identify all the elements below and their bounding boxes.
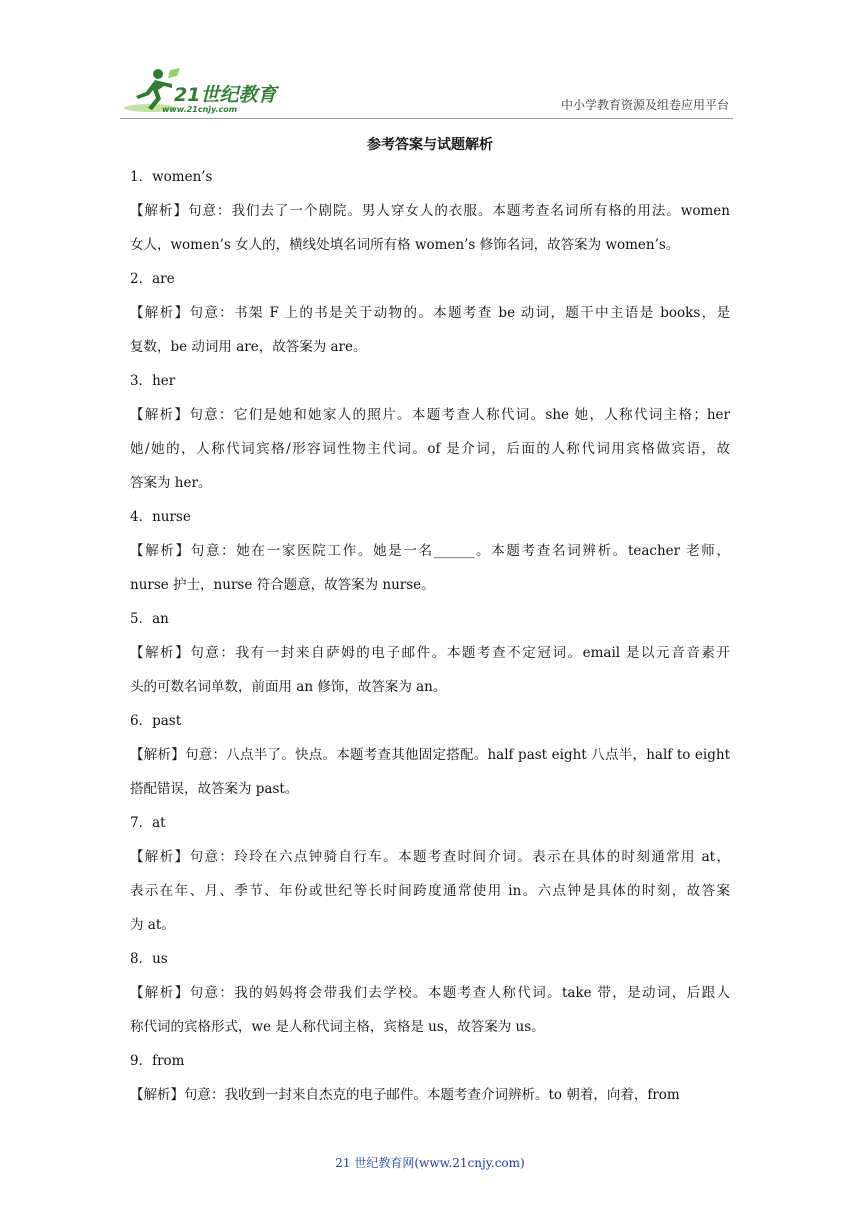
logo-text: 21世纪教育 xyxy=(174,84,277,106)
answer-number: 4．nurse xyxy=(130,509,191,525)
explanation-line: 【解析】句意：我有一封来自萨姆的电子邮件。本题考查不定冠词。email 是以元音音素开 xyxy=(130,645,730,661)
explanation-line: 为 at。 xyxy=(130,917,175,933)
explanation-line: 答案为 her。 xyxy=(130,475,212,491)
platform-name: 中小学教育资源及组卷应用平台 xyxy=(560,98,729,112)
explanation-line: 她/她的，人称代词宾格/形容词性物主代词。of 是介词，后面的人称代词用宾格做宾语，故 xyxy=(130,441,730,457)
page-title: 参考答案与试题解析 xyxy=(367,137,493,153)
explanation-line: 【解析】句意：它们是她和她家人的照片。本题考查人称代词。she 她，人称代词主格；her xyxy=(130,407,730,423)
header-divider xyxy=(120,118,733,119)
logo-url: www.21cnjy.com xyxy=(162,105,238,114)
explanation-line: 称代词的宾格形式，we 是人称代词主格，宾格是 us，故答案为 us。 xyxy=(130,1019,545,1035)
answer-number: 9．from xyxy=(130,1053,185,1069)
answer-number: 6．past xyxy=(130,713,182,729)
explanation-line: 【解析】句意：书架 F 上的书是关于动物的。本题考查 be 动词，题干中主语是 books，是 xyxy=(130,305,730,321)
explanation-line: 表示在年、月、季节、年份或世纪等长时间跨度通常使用 in。六点钟是具体的时刻，故答案 xyxy=(130,883,730,899)
answer-number: 5．an xyxy=(130,611,169,627)
explanation-line: 女人，women’s 女人的，横线处填名词所有格 women’s 修饰名词，故答案为 women’s。 xyxy=(130,237,680,253)
explanation-line: 【解析】句意：我的妈妈将会带我们去学校。本题考查人称代词。take 带，是动词，后跟人 xyxy=(130,985,730,1001)
logo xyxy=(122,66,292,118)
answer-number: 2．are xyxy=(130,271,175,287)
answer-list xyxy=(130,160,730,1112)
answer-number: 3．her xyxy=(130,373,176,389)
explanation-line: 【解析】句意：玲玲在六点钟骑自行车。本题考查时间介词。表示在具体的时刻通常用 at， xyxy=(130,849,730,865)
answer-number: 1．women’s xyxy=(130,169,213,185)
explanation-line: 【解析】句意：她在一家医院工作。她是一名______。本题考查名词辨析。teacher 老师， xyxy=(130,543,730,559)
footer-text: 21 世纪教育网(www.21cnjy.com) xyxy=(335,1156,525,1170)
explanation-line: 【解析】句意：我收到一封来自杰克的电子邮件。本题考查介词辨析。to 朝着，向着，from xyxy=(130,1087,680,1103)
explanation-line: 【解析】句意：八点半了。快点。本题考查其他固定搭配。half past eight 八点半，half to eight xyxy=(130,747,730,763)
explanation-line: nurse 护士，nurse 符合题意，故答案为 nurse。 xyxy=(130,577,435,593)
answer-number: 8．us xyxy=(130,951,168,967)
answer-number: 7．at xyxy=(130,815,166,831)
explanation-line: 【解析】句意：我们去了一个剧院。男人穿女人的衣服。本题考查名词所有格的用法。women xyxy=(130,203,730,219)
explanation-line: 复数，be 动词用 are，故答案为 are。 xyxy=(130,339,367,355)
explanation-line: 搭配错误，故答案为 past。 xyxy=(130,781,299,797)
explanation-line: 头的可数名词单数，前面用 an 修饰，故答案为 an。 xyxy=(130,679,447,695)
